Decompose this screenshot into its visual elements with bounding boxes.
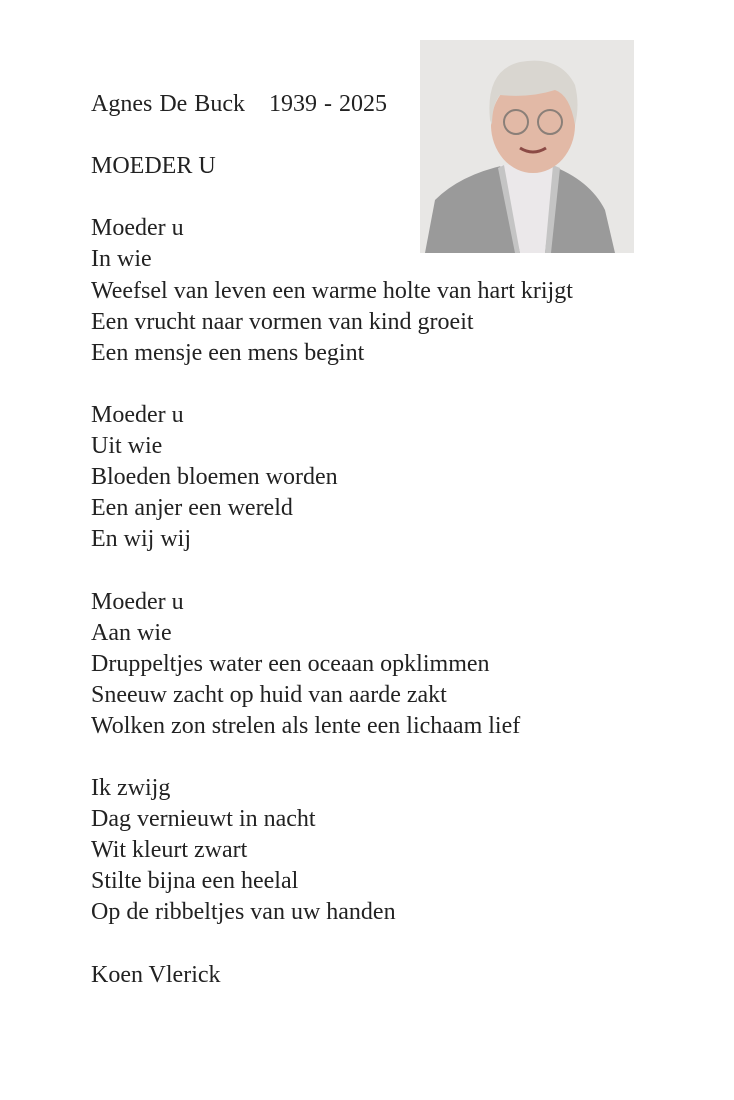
poem-line: Wit kleurt zwart [91,837,248,864]
blank-line [91,120,573,151]
poem-line: Ik zwijg [91,775,171,802]
poem-line: Dag vernieuwt in nacht [91,806,316,833]
poem-line: Uit wie [91,433,163,460]
poem-line: Moeder u [91,588,184,615]
poem-line: Stilte bijna een heelal [91,868,299,895]
blank-line [91,555,573,586]
deceased-name: Agnes De Buck [91,91,245,117]
poem-line: En wij wij [91,526,191,553]
poem-line: Moeder u [91,401,184,428]
poem-line: Bloeden bloemen worden [91,464,338,491]
header-line [91,89,573,120]
poem-line: Druppeltjes water een oceaan opklimmen [91,650,490,677]
blank-line [91,929,573,960]
poem-line: Aan wie [91,619,172,646]
poem-line: Een vrucht naar vormen van kind groeit [91,308,474,335]
blank-line [91,742,573,773]
poem-author: Koen Vlerick [91,961,221,988]
poem-line: Een mensje een mens begint [91,339,365,366]
blank-line [91,369,573,400]
poem-title: MOEDER U [91,153,216,180]
poem-line: Een anjer een wereld [91,495,293,522]
poem-line: Weefsel van leven een warme holte van hart krijgt [91,277,573,304]
poem-line: Op de ribbeltjes van uw handen [91,899,396,926]
blank-line [91,182,573,213]
poem-text [91,89,573,991]
poem-line: Moeder u [91,215,184,242]
poem-line: In wie [91,246,152,273]
poem-line: Wolken zon strelen als lente een lichaam lief [91,712,521,739]
life-dates: 1939 - 2025 [268,91,387,117]
poem-line: Sneeuw zacht op huid van aarde zakt [91,681,447,708]
